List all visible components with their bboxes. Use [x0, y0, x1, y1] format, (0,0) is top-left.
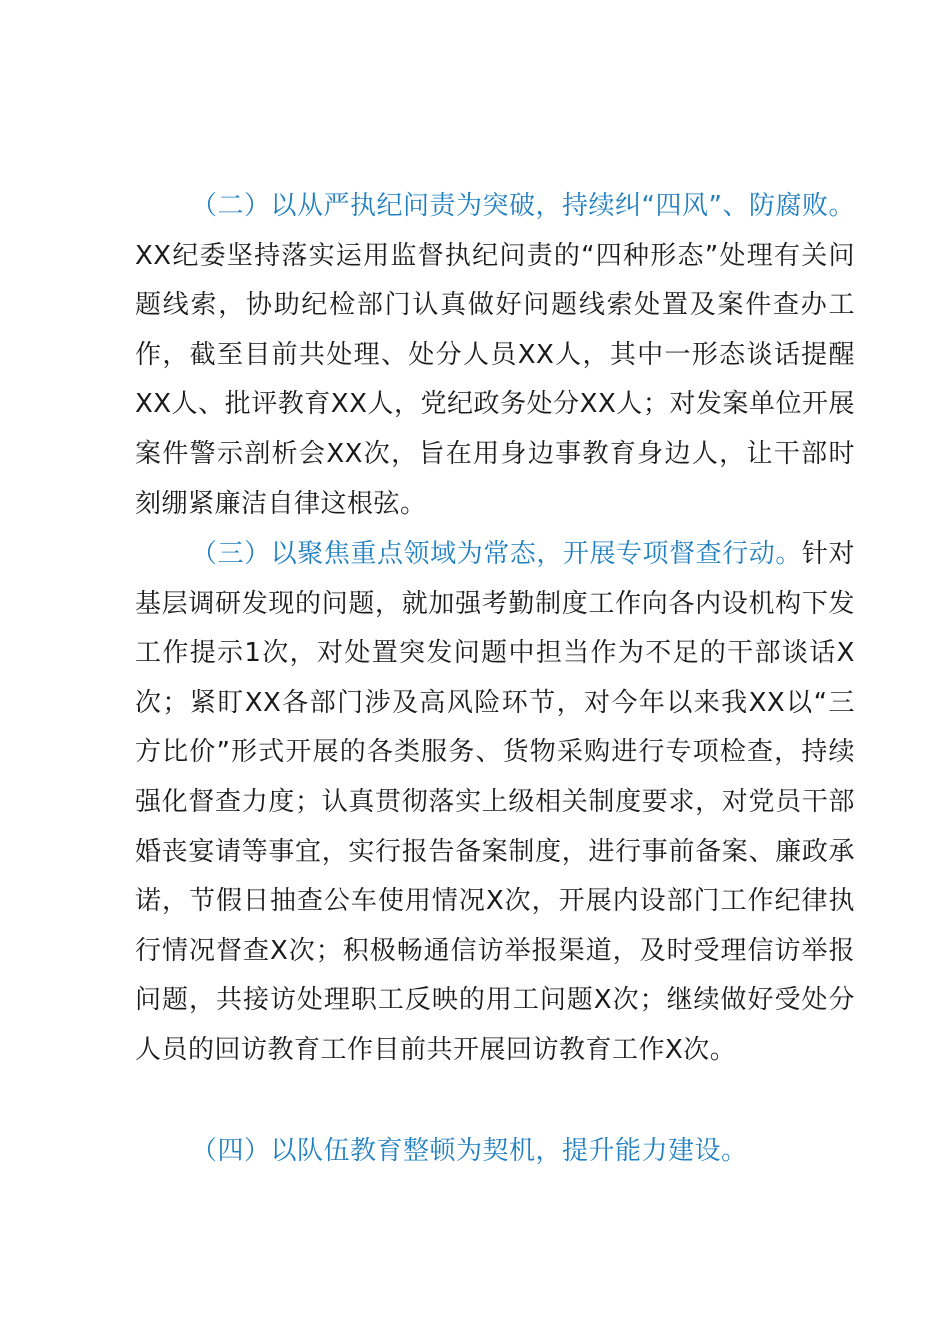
section-heading-3: （三）以聚焦重点领域为常态，开展专项督查行动。 [191, 539, 802, 569]
paragraph-3 [135, 530, 855, 1076]
paragraph-2 [135, 182, 855, 529]
section-heading-2: （二）以从严执纪问责为突破，持续纠“四风”、防腐败。 [191, 191, 855, 221]
section-heading-4: （四）以队伍教育整顿为契机，提升能力建设。 [191, 1136, 748, 1166]
paragraph-body-2: XX纪委坚持落实运用监督执纪问责的“四种形态”处理有关问题线索，协助纪检部门认真做好问题线索处置及案件查办工作，截至目前共处理、处分人员XX人，其中一形态谈话提醒XX人、批评教育XX人，党纪政务处分XX人；对发案单位开展案件警示剖析会XX次，旨在用身边事教育身边人，让干部时刻绷紧廉洁自律这根弦。 [135, 240, 855, 519]
paragraph-4 [191, 1127, 855, 1177]
paragraph-body-3: 针对基层调研发现的问题，就加强考勤制度工作向各内设机构下发工作提示1次，对处置突发问题中担当作为不足的干部谈话X次；紧盯XX各部门涉及高风险环节，对今年以来我XX以“三方比价”形式开展的各类服务、货物采购进行专项检查，持续强化督查力度；认真贯彻落实上级相关制度要求，对党员干部婚丧宴请等事宜，实行报告备案制度，进行事前备案、廉政承诺，节假日抽查公车使用情况X次，开展内设部门工作纪律执行情况督查X次；积极畅通信访举报渠道，及时受理信访举报问题，共接访处理职工反映的用工问题X次；继续做好受处分人员的回访教育工作目前共开展回访教育工作X次。 [135, 539, 855, 1065]
